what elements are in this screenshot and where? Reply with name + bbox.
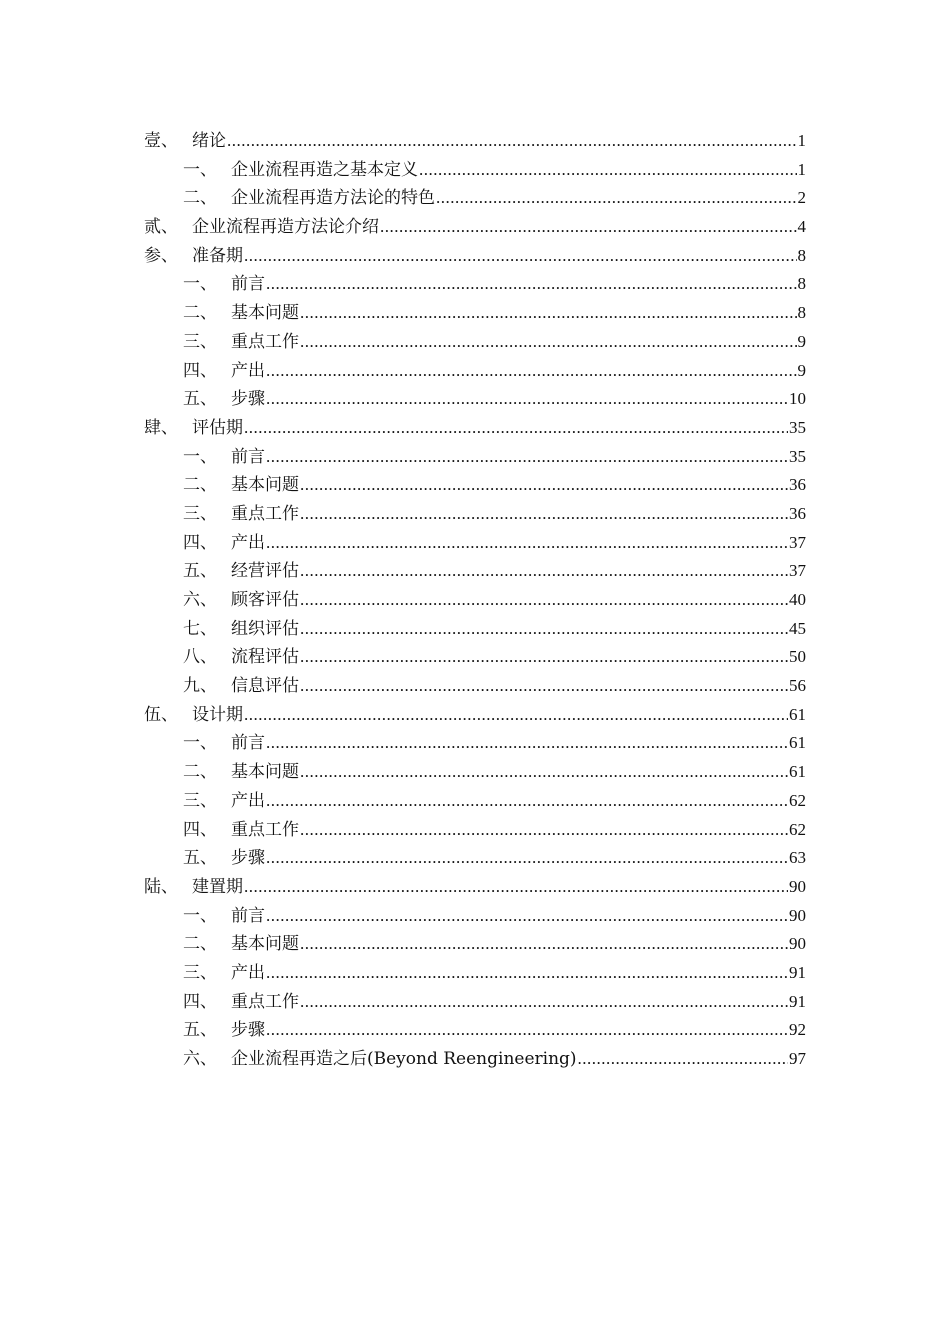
dot-leader	[266, 959, 788, 988]
toc-entry-title: 重点工作	[231, 991, 299, 1012]
dot-leader	[266, 357, 797, 386]
toc-entry-title: 基本问题	[231, 475, 299, 496]
dot-leader	[244, 873, 788, 902]
toc-entry-number: 陆、	[144, 876, 178, 897]
toc-chapter-entry[interactable]	[144, 242, 806, 271]
toc-entry-title: 前言	[231, 905, 265, 926]
toc-chapter-entry[interactable]	[144, 213, 806, 242]
toc-section-entry[interactable]	[144, 184, 806, 213]
toc-entry-page-number: 91	[789, 991, 806, 1011]
toc-entry-title: 信息评估	[231, 676, 299, 697]
toc-entry-page-number: 1	[797, 131, 806, 150]
toc-chapter-entry[interactable]	[144, 414, 806, 443]
toc-section-entry[interactable]	[144, 1016, 806, 1045]
toc-entry-page-number: 61	[789, 704, 806, 724]
toc-entry-title: 前言	[231, 446, 265, 467]
toc-entry-number: 二、	[183, 934, 217, 955]
toc-section-entry[interactable]	[144, 299, 806, 328]
toc-entry-number: 肆、	[144, 417, 178, 438]
toc-entry-page-number: 9	[797, 360, 806, 380]
toc-entry-title: 基本问题	[231, 303, 299, 324]
toc-entry-number: 三、	[183, 331, 217, 352]
toc-section-entry[interactable]	[144, 443, 806, 472]
toc-entry-title: 绪论	[192, 131, 226, 151]
toc-entry-title: 重点工作	[231, 503, 299, 524]
dot-leader	[244, 242, 797, 271]
toc-entry-number: 四、	[183, 360, 217, 381]
toc-section-entry[interactable]	[144, 557, 806, 586]
toc-entry-title: 顾客评估	[231, 590, 299, 610]
toc-entry-number: 壹、	[144, 131, 178, 151]
toc-section-entry[interactable]	[144, 1045, 806, 1074]
toc-entry-number: 二、	[183, 475, 217, 496]
toc-entry-number: 五、	[183, 1020, 217, 1041]
toc-entry-number: 三、	[183, 790, 217, 811]
toc-entry-page-number: 61	[789, 733, 806, 753]
toc-entry-number: 一、	[183, 905, 217, 926]
toc-section-entry[interactable]	[144, 844, 806, 873]
toc-section-entry[interactable]	[144, 959, 806, 988]
dot-leader	[300, 615, 788, 644]
toc-section-entry[interactable]	[144, 500, 806, 529]
toc-section-entry[interactable]	[144, 270, 806, 299]
dot-leader	[244, 414, 788, 443]
dot-leader	[244, 701, 788, 730]
toc-section-entry[interactable]	[144, 902, 806, 931]
toc-entry-page-number: 62	[789, 790, 806, 810]
toc-section-entry[interactable]	[144, 586, 806, 615]
toc-entry-number: 四、	[183, 532, 217, 553]
toc-entry-title: 流程评估	[231, 647, 299, 668]
toc-entry-title: 产出	[231, 962, 265, 983]
dot-leader	[300, 471, 788, 500]
table-of-contents	[144, 127, 806, 1074]
toc-entry-title: 步骤	[231, 1020, 265, 1041]
toc-entry-page-number: 8	[797, 303, 806, 323]
toc-entry-title: 企业流程再造之基本定义	[231, 159, 418, 180]
dot-leader	[300, 500, 788, 529]
toc-entry-number: 八、	[183, 647, 217, 668]
toc-entry-number: 贰、	[144, 217, 178, 238]
toc-entry-title: 产出	[231, 790, 265, 811]
dot-leader	[300, 643, 788, 672]
dot-leader	[266, 902, 788, 931]
toc-section-entry[interactable]	[144, 787, 806, 816]
dot-leader	[419, 156, 797, 185]
toc-entry-title: 基本问题	[231, 934, 299, 955]
toc-section-entry[interactable]	[144, 385, 806, 414]
toc-entry-page-number: 36	[789, 475, 806, 495]
toc-entry-page-number: 8	[797, 245, 806, 265]
dot-leader	[266, 844, 788, 873]
dot-leader	[578, 1045, 788, 1074]
toc-entry-number: 五、	[183, 561, 217, 582]
toc-entry-title: 建置期	[192, 876, 243, 897]
toc-entry-number: 九、	[183, 676, 217, 697]
toc-section-entry[interactable]	[144, 988, 806, 1017]
dot-leader	[300, 586, 788, 615]
toc-entry-number: 参、	[144, 245, 178, 266]
toc-entry-page-number: 63	[789, 848, 806, 868]
toc-entry-page-number: 10	[789, 389, 806, 409]
dot-leader	[300, 299, 797, 328]
dot-leader	[300, 328, 797, 357]
dot-leader	[266, 729, 788, 758]
toc-entry-number: 二、	[183, 303, 217, 324]
toc-entry-number: 四、	[183, 819, 217, 840]
dot-leader	[266, 787, 788, 816]
toc-entry-page-number: 92	[789, 1020, 806, 1040]
toc-entry-number: 一、	[183, 446, 217, 467]
toc-entry-page-number: 56	[789, 676, 806, 696]
toc-entry-number: 六、	[183, 1049, 217, 1069]
toc-section-entry[interactable]	[144, 328, 806, 357]
toc-entry-page-number: 4	[797, 217, 806, 237]
toc-entry-page-number: 62	[789, 819, 806, 839]
toc-entry-number: 一、	[183, 274, 217, 295]
toc-section-entry[interactable]	[144, 930, 806, 959]
dot-leader	[300, 930, 788, 959]
toc-entry-title: 企业流程再造之后(Beyond Reengineering)	[231, 1049, 577, 1069]
toc-entry-number: 一、	[183, 733, 217, 754]
dot-leader	[266, 385, 788, 414]
dot-leader	[380, 213, 797, 242]
toc-entry-title: 设计期	[192, 704, 243, 725]
dot-leader	[300, 816, 788, 845]
toc-chapter-entry[interactable]	[144, 701, 806, 730]
toc-entry-title: 前言	[231, 274, 265, 295]
toc-entry-title: 前言	[231, 733, 265, 754]
toc-section-entry[interactable]	[144, 729, 806, 758]
toc-entry-number: 三、	[183, 962, 217, 983]
dot-leader	[266, 270, 797, 299]
toc-entry-title: 产出	[231, 532, 265, 553]
toc-entry-number: 一、	[183, 159, 217, 180]
toc-section-entry[interactable]	[144, 615, 806, 644]
toc-entry-title: 产出	[231, 360, 265, 381]
toc-entry-title: 步骤	[231, 848, 265, 869]
toc-entry-page-number: 35	[789, 417, 806, 437]
dot-leader	[266, 443, 788, 472]
dot-leader	[300, 758, 788, 787]
toc-entry-page-number: 90	[789, 876, 806, 896]
toc-entry-page-number: 35	[789, 446, 806, 466]
toc-entry-title: 企业流程再造方法论介绍	[192, 217, 379, 238]
toc-entry-page-number: 2	[797, 188, 806, 208]
toc-chapter-entry[interactable]	[144, 127, 806, 156]
dot-leader	[300, 988, 788, 1017]
toc-entry-number: 五、	[183, 848, 217, 869]
toc-section-entry[interactable]	[144, 471, 806, 500]
toc-entry-title: 步骤	[231, 389, 265, 410]
toc-entry-page-number: 1	[797, 159, 806, 179]
toc-entry-title: 经营评估	[231, 561, 299, 582]
toc-section-entry[interactable]	[144, 529, 806, 558]
toc-entry-title: 评估期	[192, 417, 243, 438]
toc-entry-page-number: 8	[797, 274, 806, 294]
toc-entry-page-number: 9	[797, 331, 806, 351]
toc-entry-page-number: 36	[789, 503, 806, 523]
toc-entry-number: 五、	[183, 389, 217, 410]
toc-section-entry[interactable]	[144, 156, 806, 185]
toc-entry-page-number: 90	[789, 934, 806, 954]
toc-entry-number: 二、	[183, 762, 217, 783]
dot-leader	[227, 127, 797, 156]
toc-entry-number: 二、	[183, 188, 217, 209]
toc-chapter-entry[interactable]	[144, 873, 806, 902]
dot-leader	[300, 557, 788, 586]
toc-entry-page-number: 90	[789, 905, 806, 925]
toc-entry-number: 七、	[183, 618, 217, 639]
toc-entry-title: 企业流程再造方法论的特色	[231, 188, 435, 209]
toc-entry-title: 基本问题	[231, 762, 299, 783]
dot-leader	[266, 1016, 788, 1045]
toc-entry-page-number: 50	[789, 647, 806, 667]
toc-section-entry[interactable]	[144, 816, 806, 845]
toc-entry-page-number: 37	[789, 532, 806, 552]
dot-leader	[436, 184, 797, 213]
toc-entry-number: 三、	[183, 503, 217, 524]
toc-entry-title: 重点工作	[231, 331, 299, 352]
toc-entry-page-number: 97	[789, 1049, 806, 1068]
toc-entry-page-number: 45	[789, 618, 806, 638]
toc-section-entry[interactable]	[144, 672, 806, 701]
toc-entry-page-number: 91	[789, 962, 806, 982]
toc-section-entry[interactable]	[144, 357, 806, 386]
toc-section-entry[interactable]	[144, 643, 806, 672]
toc-entry-page-number: 37	[789, 561, 806, 581]
toc-entry-number: 四、	[183, 991, 217, 1012]
toc-entry-title: 组织评估	[231, 618, 299, 639]
toc-entry-page-number: 40	[789, 590, 806, 609]
toc-entry-page-number: 61	[789, 762, 806, 782]
dot-leader	[266, 529, 788, 558]
toc-entry-number: 伍、	[144, 704, 178, 725]
toc-entry-title: 重点工作	[231, 819, 299, 840]
dot-leader	[300, 672, 788, 701]
toc-section-entry[interactable]	[144, 758, 806, 787]
toc-entry-title: 准备期	[192, 245, 243, 266]
toc-entry-number: 六、	[183, 590, 217, 610]
